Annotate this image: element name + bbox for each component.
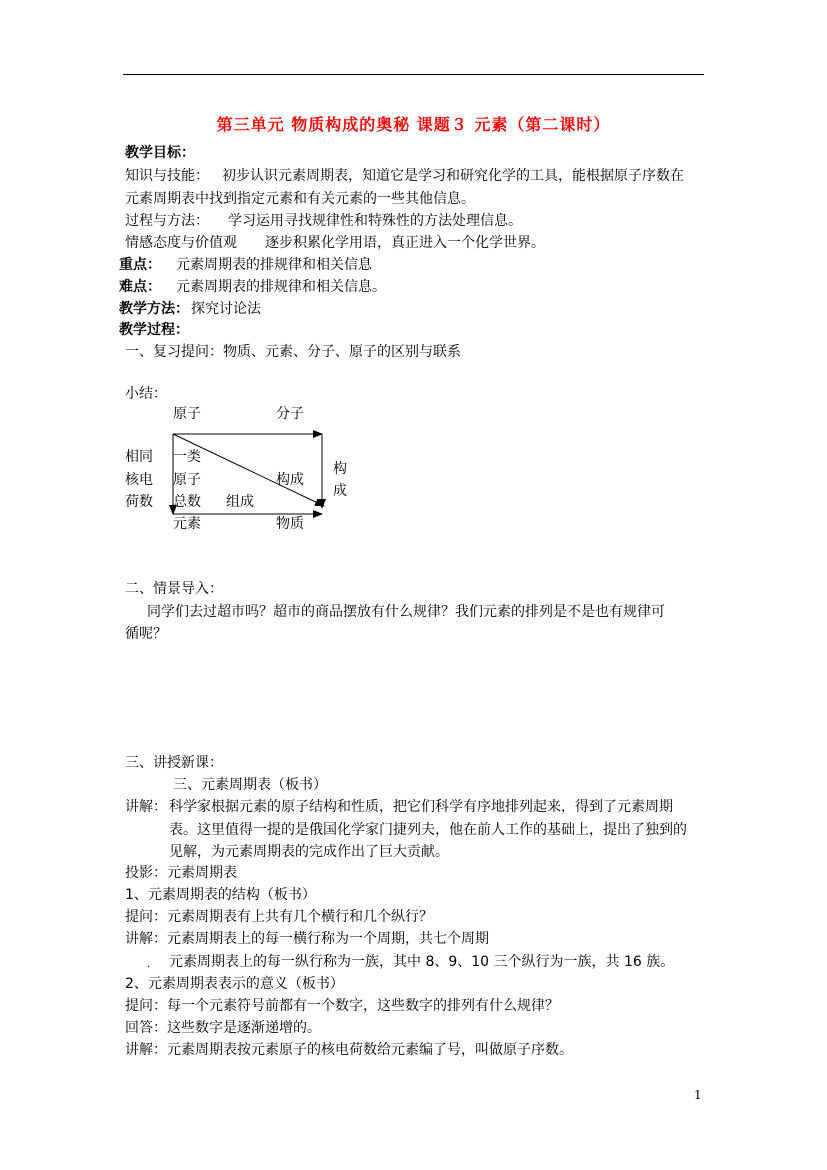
diagram-element: 元素 (173, 516, 201, 532)
meaning-heading: 2、元素周期表表示的意义（板书） (125, 976, 344, 992)
diagram-constitute-diag: 构成 (276, 472, 304, 488)
emotion-text: 逐步积累化学用语，真正进入一个化学世界。 (265, 235, 545, 251)
explain-line-1: 科学家根据元素的原子结构和性质，把它们科学有序地排列起来，得到了元素周期 (169, 799, 673, 815)
process-label: 过程与方法： (125, 213, 209, 229)
diagram-molecule: 分子 (276, 406, 304, 422)
question-2: 提问：每一个元素符号前都有一个数字，这些数字的排列有什么规律？ (125, 998, 559, 1014)
knowledge-label: 知识与技能： (125, 168, 209, 184)
diagram-left-3: 荷数 (125, 494, 153, 510)
difficulty-label: 难点： (119, 279, 161, 295)
diagram-constitute-v2: 成 (333, 483, 347, 499)
knowledge-text-1: 初步认识元素周期表，知道它是学习和研究化学的工具，能根据原子序数在 (222, 168, 684, 184)
diagram-substance: 物质 (276, 516, 304, 532)
section3-sub: 三、元素周期表（板书） (173, 777, 327, 793)
section2-text-1: 同学们去过超市吗？超市的商品摆放有什么规律？我们元素的排列是不是也有规律可 (147, 604, 665, 620)
explain-line-2: 表。这里值得一提的是俄国化学家门捷列夫，他在前人工作的基础上，提出了独到的 (169, 822, 687, 838)
section2-text-2: 循呢？ (125, 626, 167, 642)
projection: 投影：元素周期表 (125, 865, 237, 881)
explain-line-3: 见解，为元素周期表的完成作出了巨大贡献。 (169, 844, 449, 860)
knowledge-text-2: 元素周期表中找到指定元素和有关元素的一些其他信息。 (125, 191, 475, 207)
question-1: 提问：元素周期表有上共有几个横行和几个纵行？ (125, 909, 433, 925)
diagram-inner-3: 总数 (173, 494, 201, 510)
difficulty-text: 元素周期表的排规律和相关信息。 (176, 279, 386, 295)
stray-dot: . (147, 959, 151, 970)
explain-2: 讲解：元素周期表按元素原子的核电荷数给元素编了号，叫做原子序数。 (125, 1042, 573, 1058)
key-point-label: 重点： (119, 257, 161, 273)
diagram-left-2: 核电 (125, 472, 153, 488)
process-text: 学习运用寻找规律性和特殊性的方法处理信息。 (228, 213, 522, 229)
emotion-label: 情感态度与价值观 (125, 235, 237, 251)
answer-2: 回答：这些数字是逐渐递增的。 (125, 1020, 321, 1036)
answer-1b: 元素周期表上的每一纵行称为一族，其中 8、9、10 三个纵行为一族，共 16 族。 (169, 954, 675, 970)
section2-heading: 二、情景导入： (125, 581, 223, 597)
summary-label: 小结： (125, 386, 167, 402)
objectives-heading: 教学目标： (125, 145, 195, 161)
review-question: 一、复习提问：物质、元素、分子、原子的区别与联系 (125, 344, 461, 360)
page-title: 第三单元 物质构成的奥秘 课题３ 元素（第二课时） (216, 115, 611, 134)
explain-label: 讲解： (125, 799, 167, 815)
structure-heading: 1、元素周期表的结构（板书） (125, 887, 316, 903)
diagram-compose: 组成 (226, 494, 254, 510)
key-point-text: 元素周期表的排规律和相关信息 (176, 257, 372, 273)
method-text: 探究讨论法 (191, 301, 261, 317)
diagram-left-1: 相同 (125, 449, 153, 465)
diagram-atom: 原子 (173, 406, 201, 422)
method-label: 教学方法： (119, 301, 189, 317)
diagram-inner-2: 原子 (173, 472, 201, 488)
diagram-constitute-v1: 构 (333, 461, 347, 477)
answer-1: 讲解：元素周期表上的每一横行称为一个周期，共七个周期 (125, 931, 489, 947)
page-number: 1 (694, 1088, 702, 1102)
diagram-inner-1: 一类 (173, 449, 201, 465)
section3-heading: 三、讲授新课： (125, 755, 223, 771)
process-heading: 教学过程： (119, 322, 189, 338)
